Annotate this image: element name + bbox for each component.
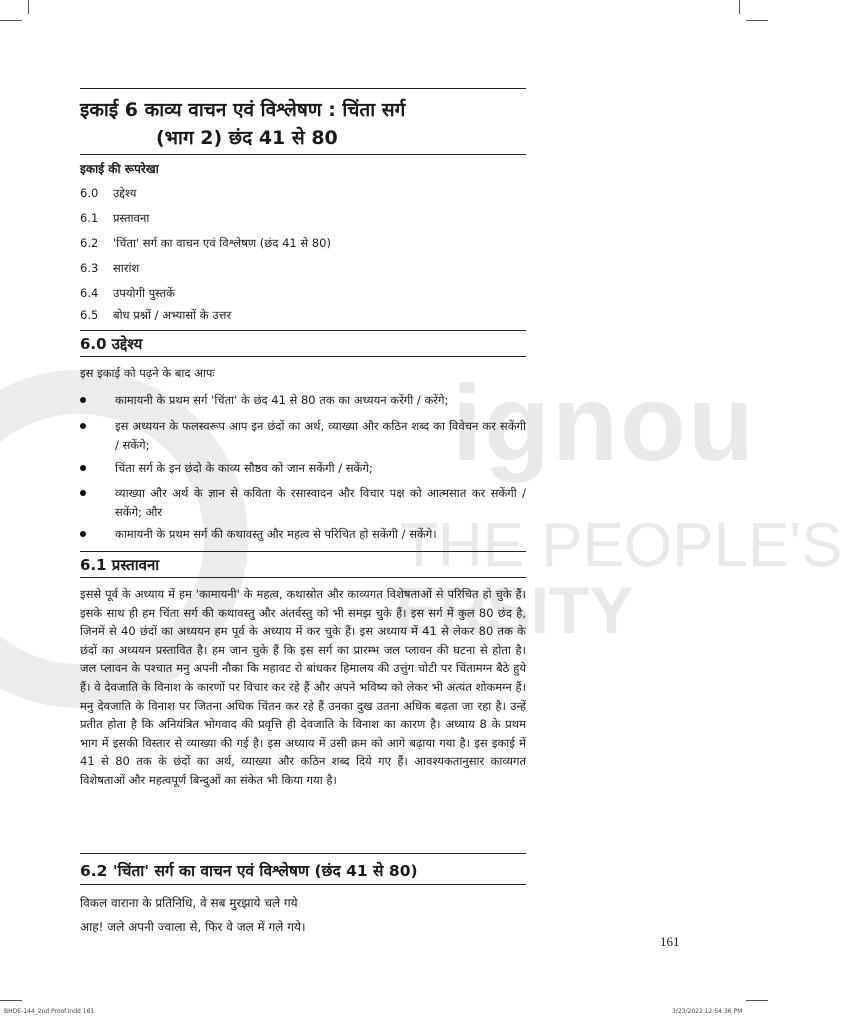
watermark-line1: THE PEOPLE'S <box>400 511 843 580</box>
outline-item: 6.0 उद्देश्य <box>80 186 137 200</box>
objective-bullet: चिंता सर्ग के इन छंदो के काव्य सौष्ठव को जान सकेंगी / सकेंगे; <box>80 459 526 478</box>
objective-bullet: व्याख्या और अर्थ के ज्ञान से कविता के रसास्वादन और विचार पक्ष को आत्मसात कर सकेंगी / सकेंगे; और <box>80 484 526 522</box>
bullet-icon <box>80 490 86 496</box>
crop-mark <box>0 20 22 21</box>
outline-item: 6.5 बोध प्रश्नों / अभ्यासों के उत्तर <box>80 308 232 322</box>
objective-bullet: कामायनी के प्रथम सर्ग 'चिंता' के छंद 41 से 80 तक का अध्ययन करेंगी / करेंगे; <box>80 391 526 410</box>
section-rule <box>80 330 526 331</box>
objectives-intro: इस इकाई को पढ़ने के बाद आपः <box>80 366 215 380</box>
bullet-icon <box>80 397 86 403</box>
crop-mark <box>746 1000 768 1001</box>
verse-line: आह! जले अपनी ज्वाला से, फिर वे जल में गले गये। <box>80 920 306 934</box>
outline-item: 6.4 उपयोगी पुस्तकें <box>80 286 175 300</box>
page-number: 161 <box>660 934 680 949</box>
section-rule <box>80 577 526 578</box>
outline-item: 6.2 'चिंता' सर्ग का वाचन एवं विश्लेषण (छंद 41 से 80) <box>80 236 331 250</box>
watermark-line2: ERSITY <box>395 573 634 647</box>
section-rule <box>80 884 526 885</box>
print-footer-left: BHDE-144_2nd Proof.indd 161 <box>4 1008 95 1015</box>
outline-heading: इकाई की रूपरेखा <box>80 162 159 176</box>
bullet-icon <box>80 531 86 537</box>
section-rule <box>80 356 526 357</box>
outline-item: 6.1 प्रस्तावना <box>80 211 150 225</box>
objective-bullet: कामायनी के प्रथम सर्ग की कथावस्तु और महत्व से परिचित हो सकेंगी / सकेंगे। <box>80 525 526 544</box>
section-heading-objectives: 6.0 उद्देश्य <box>80 335 143 353</box>
unit-title <box>80 96 526 152</box>
section-heading-reading: 6.2 'चिंता' सर्ग का वाचन एवं विश्लेषण (छंद 41 से 80) <box>80 862 418 880</box>
bullet-icon <box>80 423 86 429</box>
outline-item: 6.3 सारांश <box>80 261 140 275</box>
verse-line: विकल वाराना के प्रतिनिधि, वे सब मुरझाये चले गये <box>80 896 298 910</box>
section-rule <box>80 853 526 854</box>
title-bottom-rule <box>80 154 526 155</box>
title-top-rule <box>80 88 526 89</box>
section-heading-introduction: 6.1 प्रस्तावना <box>80 556 160 574</box>
section-rule <box>80 551 526 552</box>
crop-mark <box>28 0 29 14</box>
unit-title-line1: इकाई 6 काव्य वाचन एवं विश्लेषण : चिंता सर्ग <box>80 99 406 121</box>
bullet-icon <box>80 465 86 471</box>
introduction-paragraph: इससे पूर्व के अध्याय में हम 'कामायनी' के महत्व, कथास्रोत और काव्यगत विशेषताओं से परिचित हो चुके हैं। इसके साथ ही हम चिंता सर्ग की कथावस्तु और अंतर्वस्तु को भी समझ चुके हैं। इस सर्ग में कुल 80 छंद है, जिनमें से 40 छंदों का अध्ययन हम पूर्व के अध्याय में कर चुके हैं। इस अध्याय में 41 से लेकर 80 तक के छंदों का अध्ययन प्रस्तावित है। हम जान चुके हैं कि इस सर्ग का प्रारम्भ जल प्लावन की घटना से होता है। जल प्लावन के पश्चात मनु अपनी नौका कि महावट रो बांधकर हिमालय की उत्तुंग चोटी पर चिंतामग्न बैठे हुये हैं। वे देवजाति के विनाश के कारणों पर विचार कर रहे हैं और अपने भविष्य को लेकर भी अत्यंत शोकमग्न हैं। मनु देवजाति के विनाश पर जितना अधिक चिंतन कर रहे हैं उनका दुख उतना अधिक बढ़ता जा रहा है। उन्हें प्रतीत होता है कि अनियंत्रित भोगवाद की प्रवृत्ति ही देवजाति के विनाश का कारण है। अध्याय 8 के प्रथम भाग में इसकी विस्तार से व्याख्या की गई है। इस अध्याय में उसी क्रम को आगे बढ़ाया गया है। इस इकाई में 41 से 80 तक के छंदों का अर्थ, व्याख्या और कठिन शब्द दिये गए हैं। आवश्यकतानुसार काव्यगत विशेषताओं और महत्वपूर्ण बिन्दुओं का संकेत भी किया गया है। <box>80 587 526 787</box>
watermark-logo-text: ignou <box>452 362 756 483</box>
print-footer-right: 3/23/2022 12:54:36 PM <box>672 1008 743 1015</box>
objective-bullet: इस अध्ययन के फलस्वरूप आप इन छंदों का अर्थ, व्याख्या और कठिन शब्द का विवेचन कर सकेंगी / सकेंगे; <box>80 417 526 455</box>
crop-mark <box>0 1000 22 1001</box>
crop-mark <box>746 20 768 21</box>
unit-title-line2: (भाग 2) छंद 41 से 80 <box>156 127 338 149</box>
crop-mark <box>739 0 740 14</box>
